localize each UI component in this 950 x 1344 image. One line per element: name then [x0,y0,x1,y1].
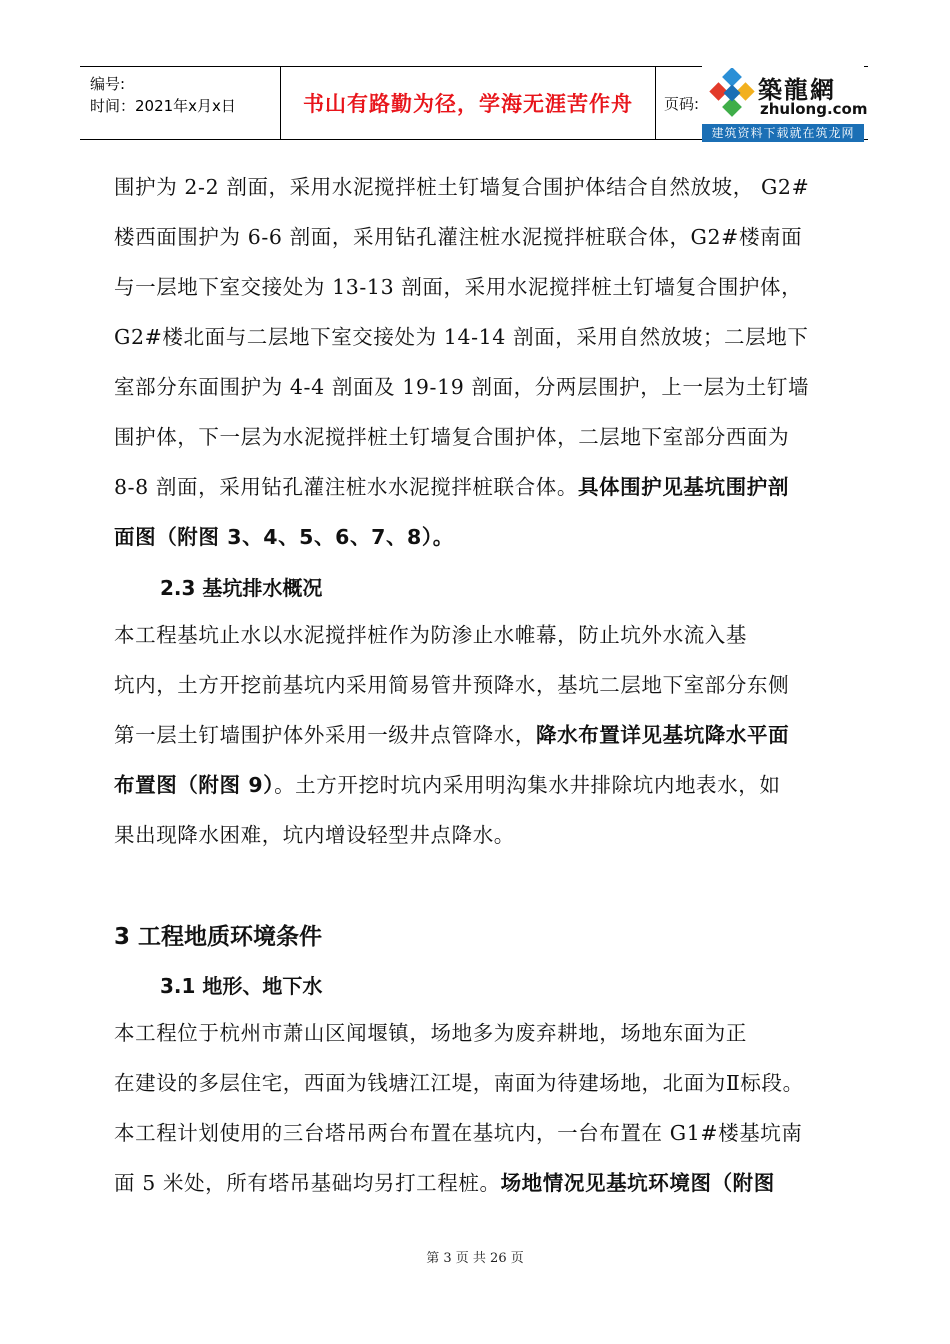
body-line-11 [114,710,789,761]
line-text: 围护为 2-2 剖面，采用水泥搅拌桩土钉墙复合围护体结合自然放坡， G2# [114,175,810,199]
body-line-9 [114,610,747,661]
body-line-2 [114,212,802,263]
header-motto: 书山有路勤为径，学海无涯苦作舟 [303,92,633,116]
line-text: 坑内，土方开挖前基坑内采用简易管井预降水，基坑二层地下室部分东侧 [114,673,790,697]
logo-chinese-name: 築龍網 [758,75,836,104]
bold-reference: 布置图（附图 9） [114,773,275,797]
body-line-10 [114,660,789,711]
body-line-5 [114,362,809,413]
bold-reference: 具体围护见基坑围护剖 [577,475,789,499]
bold-reference: 面图（附图 3、4、5、6、7、8）。 [114,525,454,549]
line-text: 。土方开挖时坑内采用明沟集水井排除坑内地表水，如 [274,773,781,797]
logo-tagline: 建筑资料下载就在筑龙网 [702,124,864,142]
body-line-17 [114,1158,775,1209]
line-text: 围护体，下一层为水泥搅拌桩土钉墙复合围护体，二层地下室部分西面为 [114,425,790,449]
line-text: 在建设的多层住宅，西面为钱塘江江堤，南面为待建场地，北面为Ⅱ标段。 [114,1071,804,1095]
body-line-1 [114,162,809,213]
section-3-heading: 3 工程地质环境条件 [114,924,323,950]
body-line-7 [114,462,789,513]
body-line-8 [114,512,454,563]
logo-top [702,66,868,124]
body-line-16 [114,1108,803,1159]
body-line-14 [114,1008,747,1059]
page-footer: 第 3 页 共 26 页 [426,1251,524,1266]
body-line-12 [114,760,780,811]
header-motto-cell [281,67,656,139]
section-2-3-heading: 2.3 基坑排水概况 [160,576,323,600]
line-text: 果出现降水困难，坑内增设轻型井点降水。 [114,823,515,847]
logo-emblem-icon [708,68,758,122]
body-line-4 [114,312,808,363]
line-text: 本工程计划使用的三台塔吊两台布置在基坑内，一台布置在 G1#楼基坑南 [114,1121,803,1145]
body-line-3 [114,262,802,313]
body-line-15 [114,1058,804,1109]
line-text: 室部分东面围护为 4-4 剖面及 19-19 剖面，分两层围护，上一层为土钉墙 [114,375,810,399]
line-text: G2#楼北面与二层地下室交接处为 14-14 剖面，采用自然放坡；二层地下 [114,325,809,349]
page-number-label: 页码: [664,95,700,113]
header-meta-cell [80,67,281,139]
line-text: 本工程基坑止水以水泥搅拌桩作为防渗止水帷幕，防止坑外水流入基 [114,623,747,647]
section-3-1-heading: 3.1 地形、地下水 [160,974,323,998]
document-number-label: 编号: [90,75,126,93]
zhulong-logo [702,66,868,142]
body-line-6 [114,412,789,463]
line-text: 本工程位于杭州市萧山区闻堰镇，场地多为废弃耕地，场地东面为正 [114,1021,747,1045]
line-text: 与一层地下室交接处为 13-13 剖面，采用水泥搅拌桩土钉墙复合围护体， [114,275,803,299]
line-text: 面 5 米处，所有塔吊基础均另打工程桩。 [114,1171,501,1195]
bold-reference: 场地情况见基坑环境图（附图 [500,1171,775,1195]
logo-domain: zhulong.com [760,100,868,118]
line-text: 8-8 剖面，采用钻孔灌注桩水水泥搅拌桩联合体。 [114,475,578,499]
line-text: 楼西面围护为 6-6 剖面，采用钻孔灌注桩水泥搅拌桩联合体，G2#楼南面 [114,225,803,249]
document-date: 时间：2021年x月x日 [90,97,236,115]
bold-reference: 降水布置详见基坑降水平面 [536,723,790,747]
line-text: 第一层土钉墙围护体外采用一级井点管降水， [114,723,536,747]
body-line-13 [114,810,515,861]
